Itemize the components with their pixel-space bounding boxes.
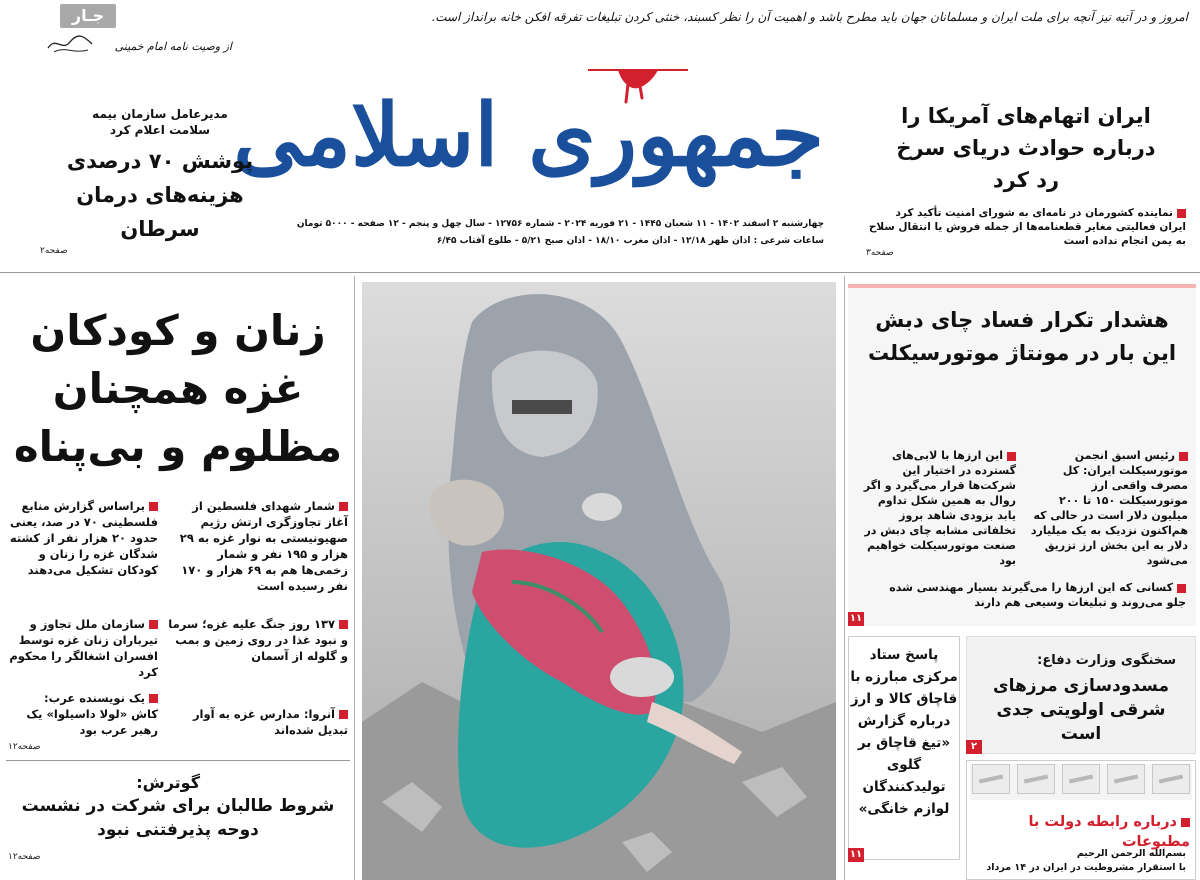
chabahar-item: رئیس اسبق انجمن موتورسیکلت ایران: کل مصرف واقعی ارز موتورسیکلت ۱۵۰ تا ۲۰۰ میلیون دلار است در حالی که هم‌اکنون نزدیک به یک میلیارد دلار به این بخش ارز تزریق می‌شود bbox=[1030, 449, 1188, 567]
bullet-icon bbox=[339, 620, 348, 629]
lead-item[interactable]: شمار شهدای فلسطین از آغاز تجاوزگری ارتش رژیم صهیونیستی به نوار غزه به ۲۹ هزار و ۱۹۵ نفر و شمار زخمی‌ها هم به ۶۹ هزار و ۱۷۰ نفر رسیده است bbox=[179, 499, 348, 593]
corner-tag: جـار bbox=[60, 4, 116, 28]
signature-image bbox=[44, 30, 96, 56]
story-headline: مسدودسازی مرزهای شرقی اولویتی جدی است bbox=[993, 676, 1169, 744]
story-headline: پوشش ۷۰ درصدی هزینه‌های درمان سرطان bbox=[66, 149, 254, 241]
masthead-logo bbox=[233, 64, 824, 214]
story-headline: هشدار تکرار فساد چای دبش این بار در مونتاژ موتورسیکلت bbox=[867, 308, 1177, 365]
story-headline: درباره رابطه دولت با مطبوعات bbox=[1028, 814, 1190, 850]
bullet-icon bbox=[149, 620, 158, 629]
editorial-basmala: بسم‌الله الرحمن الرحیم bbox=[1076, 848, 1186, 859]
top-left-story[interactable] bbox=[40, 106, 280, 258]
bullet-icon bbox=[339, 502, 348, 511]
prayer-times: ساعات شرعی : اذان ظهر ۱۲/۱۸ - اذان مغرب ۱۸/۱۰ - اذان صبح ۵/۲۱ - طلوع آفتاب ۶/۴۵ bbox=[436, 236, 824, 246]
bullet-icon bbox=[149, 694, 158, 703]
page-ref: صفحه۱۲ bbox=[8, 852, 41, 862]
story-kicker: سخنگوی وزارت دفاع: bbox=[1037, 653, 1176, 668]
lead-item[interactable]: براساس گزارش منابع فلسطینی ۷۰ در صد، یعنی حدود ۲۰ هزار نفر از کشته شدگان غزه را زنان و کودکان تشکیل می‌دهند bbox=[9, 499, 158, 577]
bullet-icon bbox=[1181, 818, 1190, 827]
story-headline: شروط طالبان برای شرکت در نشست دوحه پذیرفتنی نبود bbox=[21, 796, 335, 840]
bullet-icon bbox=[1007, 452, 1016, 461]
paper-name: جمهوری اسلامی bbox=[233, 85, 824, 186]
page-ref: صفحه۱۲ bbox=[8, 742, 41, 752]
dateline: چهارشنبه ۲ اسفند ۱۴۰۲ - ۱۱ شعبان ۱۴۴۵ - ۲۱ فوریه ۲۰۲۴ - شماره ۱۲۷۵۶ - سال چهل و پنجم - ۱۲ صفحه - ۵۰۰۰ تومان bbox=[296, 219, 824, 229]
chabahar-item: کسانی که این ارزها را می‌گیرند بسیار مهندسی شده جلو می‌روند و تبلیغات وسیعی هم دارند bbox=[889, 581, 1186, 609]
lead-headline: زنان و کودکان غزه همچنان مظلوم و بی‌پناه bbox=[13, 306, 343, 471]
chabahar-item: این ارزها با لابی‌های گسترده در اختیار این شرکت‌ها قرار می‌گیرد و اگر روال به همین شکل تداوم یابد بزودی شاهد بروز تخلفاتی مشابه چای دبش در صنعت موتورسیکلت خواهیم بود bbox=[863, 449, 1016, 567]
section-divider bbox=[6, 760, 350, 761]
page-badge: ۲ bbox=[966, 740, 982, 754]
page-ref: صفحه۲ bbox=[40, 246, 68, 256]
story-headline: ایران اتهام‌های آمریکا را درباره حوادث دریای سرخ رد کرد bbox=[896, 104, 1156, 192]
story-kicker: مدیرعامل سازمان بیمه سلامت اعلام کرد bbox=[92, 107, 228, 137]
page-ref: صفحه۳ bbox=[866, 248, 894, 258]
top-right-story[interactable] bbox=[866, 100, 1186, 268]
bullet-icon bbox=[339, 710, 348, 719]
taliban-story[interactable] bbox=[6, 772, 350, 842]
paper-logo-icon bbox=[1062, 764, 1100, 794]
column-rule bbox=[844, 276, 845, 880]
paper-logo-icon bbox=[1152, 764, 1190, 794]
story-kicker: گوترش: bbox=[136, 773, 200, 792]
bullet-icon bbox=[1177, 209, 1186, 218]
bullet-icon bbox=[1179, 452, 1188, 461]
lead-item[interactable]: آنروا: مدارس غزه به آوار تبدیل شده‌اند bbox=[192, 707, 348, 737]
quote-source: از وصیت نامه امام خمینی bbox=[114, 40, 232, 53]
top-quote: امروز و در آتیه نیز آنچه برای ملت ایران و مسلمانان جهان باید مطرح باشد و اهمیت آن را نظر کسبند، خنثی کردن تبلیغات تفرقه افکن خانه برانداز است. bbox=[431, 10, 1188, 24]
bullet-icon bbox=[1177, 584, 1186, 593]
lead-item[interactable]: سازمان ملل تجاوز و تیرباران زنان غزه توسط افسران اشغالگر را محکوم کرد bbox=[9, 617, 158, 679]
story-headline: پاسخ ستاد مرکزی مبارزه با قاچاق کالا و ارز درباره گزارش «تیغ قاچاق بر گلوی تولیدکنندگان لوازم خانگی» bbox=[850, 647, 958, 817]
page-badge: ۱۱ bbox=[849, 849, 863, 860]
masthead-divider bbox=[0, 272, 1200, 273]
editorial-text: با استقرار مشروطیت در ایران در ۱۴ مرداد bbox=[986, 862, 1186, 873]
story-sub: نماینده کشورمان در نامه‌ای به شورای امنیت تأکید کرد ایران فعالیتی مغایر قطعنامه‌ها از جمله فروش یا انتقال سلاح به یمن انجام نداده است bbox=[868, 207, 1186, 247]
lead-item[interactable]: ۱۳۷ روز جنگ علیه غزه؛ سرما و نبود غذا در روی زمین و بمب و گلوله از آسمان bbox=[168, 617, 348, 663]
page-badge: ۱۱ bbox=[849, 613, 863, 624]
paper-logo-icon bbox=[1107, 764, 1145, 794]
paper-logo-icon bbox=[972, 764, 1010, 794]
bullet-icon bbox=[149, 502, 158, 511]
lead-item[interactable]: یک نویسنده عرب: کاش «لولا داسیلوا» یک رهبر عرب بود bbox=[26, 691, 158, 737]
mother-child-photo bbox=[362, 282, 836, 880]
paper-logo-icon bbox=[1017, 764, 1055, 794]
column-rule bbox=[354, 276, 355, 880]
editorial-banner bbox=[970, 764, 1192, 800]
